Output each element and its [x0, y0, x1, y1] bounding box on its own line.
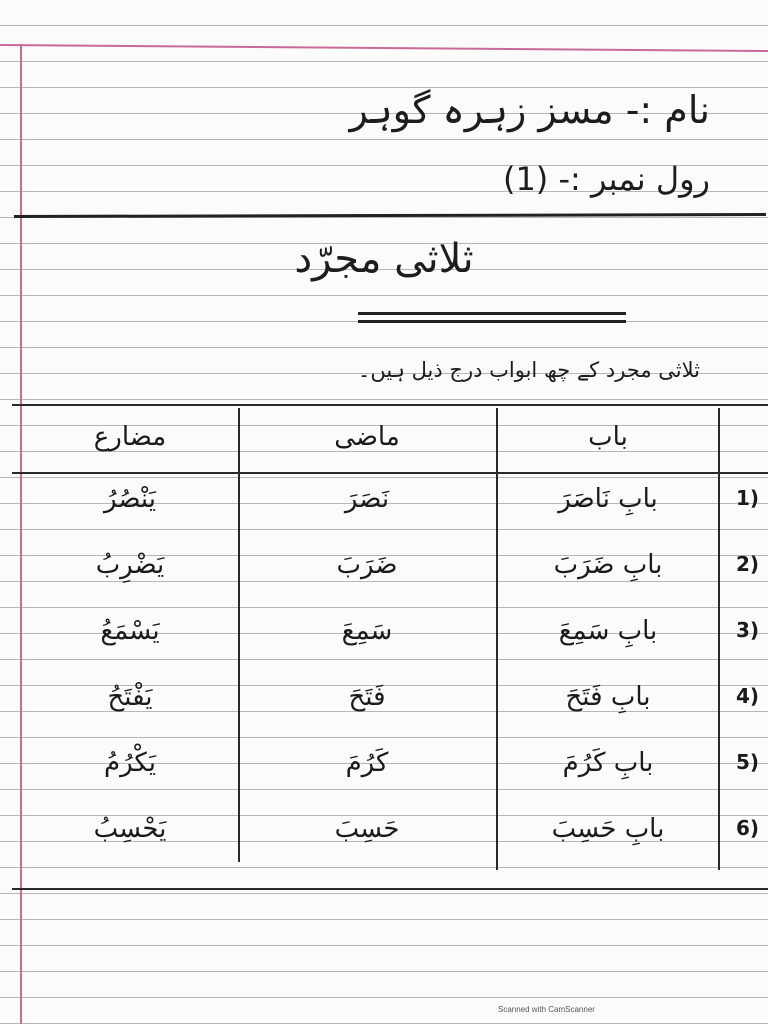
- intro-text: ثلاثی مجرد کے چھ ابواب درج ذیل ہیں۔: [358, 358, 700, 382]
- cell-madi: کَرُمَ: [345, 748, 389, 778]
- roll-number-line: رول نمبر :- (1): [502, 160, 710, 198]
- row-number: 6): [736, 816, 760, 840]
- row-number: 2): [736, 552, 760, 576]
- column-divider: [238, 408, 240, 862]
- cell-bab: بابِ کَرُمَ: [562, 748, 654, 778]
- scanner-watermark: Scanned with CamScanner: [498, 1005, 595, 1014]
- name-line: نام :- مسز زہرہ گوہر: [349, 88, 710, 132]
- title-underline-second: [358, 320, 626, 323]
- cell-bab: بابِ نَاصَرَ: [558, 484, 658, 514]
- header-mudari: مضارع: [93, 422, 167, 452]
- cell-bab: بابِ فَتَحَ: [565, 682, 651, 712]
- column-divider: [496, 408, 498, 870]
- cell-bab: بابِ سَمِعَ: [558, 616, 658, 646]
- cell-madi: نَصَرَ: [344, 484, 390, 514]
- top-margin-line: [0, 44, 768, 52]
- cell-mudari: یَضْرِبُ: [95, 550, 165, 580]
- cell-mudari: یَحْسِبُ: [93, 814, 167, 844]
- conjugation-table: [0, 404, 768, 888]
- header-bab: باب: [588, 422, 628, 452]
- cell-madi: سَمِعَ: [341, 616, 393, 646]
- cell-bab: بابِ حَسِبَ: [551, 814, 665, 844]
- cell-madi: فَتَحَ: [348, 682, 386, 712]
- header-madi: ماضی: [334, 422, 400, 452]
- table-top-border: [12, 404, 768, 406]
- cell-mudari: یَکْرُمُ: [103, 748, 157, 778]
- row-number: 4): [736, 684, 760, 708]
- table-header-border: [12, 472, 768, 474]
- title-underline: [358, 312, 626, 315]
- row-number: 3): [736, 618, 760, 642]
- cell-mudari: یَفْتَحُ: [107, 682, 153, 712]
- cell-bab: بابِ ضَرَبَ: [553, 550, 663, 580]
- header-divider: [14, 213, 766, 218]
- table-bottom-border: [12, 888, 768, 890]
- row-number: 5): [736, 750, 760, 774]
- cell-madi: ضَرَبَ: [336, 550, 398, 580]
- cell-madi: حَسِبَ: [334, 814, 400, 844]
- column-divider: [718, 408, 720, 870]
- row-number: 1): [736, 486, 760, 510]
- cell-mudari: یَنْصُرُ: [104, 484, 156, 514]
- cell-mudari: یَسْمَعُ: [100, 616, 160, 646]
- page-title: ثلاثی مجرّد: [294, 236, 474, 282]
